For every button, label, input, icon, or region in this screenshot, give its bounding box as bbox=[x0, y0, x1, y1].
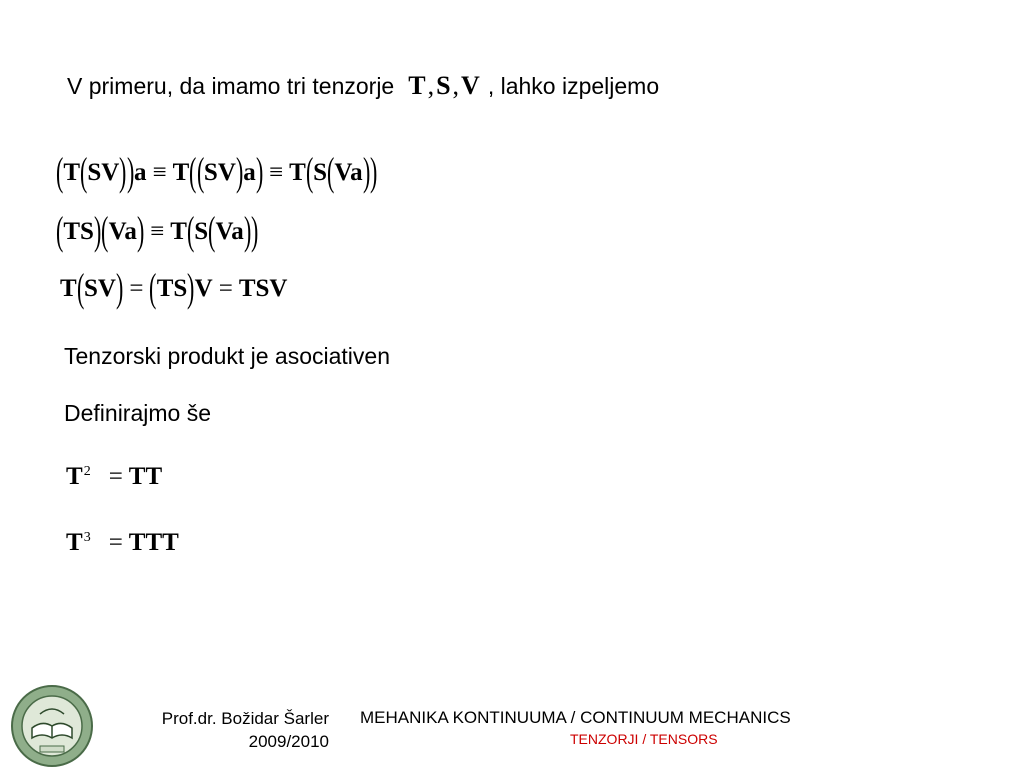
intro-tensors: T,S,V bbox=[408, 71, 480, 100]
intro-text-after: , lahko izpeljemo bbox=[487, 72, 660, 99]
tensor-T: T bbox=[408, 71, 426, 100]
tensor-S: S bbox=[436, 71, 451, 100]
university-seal-logo bbox=[10, 684, 94, 768]
equation-t-cubed: T $^3$ = TTT bbox=[66, 528, 179, 556]
tensor-V: V bbox=[461, 71, 480, 100]
footer-author-block bbox=[128, 708, 329, 754]
equation-3: T ( SV ) = ( TS ) V = TSV bbox=[60, 265, 288, 310]
equation-t-squared: T $^2$ = TT bbox=[66, 462, 163, 490]
footer-course: MEHANIKA KONTINUUMA / CONTINUUM MECHANICS bbox=[360, 708, 791, 727]
equation-2: ( TS ) ( Va ) ≡ T ( S ( Va ) ) bbox=[55, 208, 259, 253]
intro-line bbox=[67, 73, 659, 99]
footer-year: 2009/2010 bbox=[248, 731, 329, 751]
seal-icon bbox=[10, 684, 94, 768]
define-text: Definirajmo še bbox=[64, 400, 211, 426]
associative-text: Tenzorski produkt je asociativen bbox=[64, 343, 390, 369]
footer-subtitle: TENZORJI / TENSORS bbox=[570, 731, 718, 747]
footer-author: Prof.dr. Božidar Šarler bbox=[161, 709, 329, 728]
equation-1: ( T ( SV ) ) a ≡ T ( ( SV ) a ) ≡ T ( S ( Va ) ) bbox=[55, 149, 378, 194]
intro-text-before: V primeru, da imamo tri tenzorje bbox=[67, 72, 395, 99]
